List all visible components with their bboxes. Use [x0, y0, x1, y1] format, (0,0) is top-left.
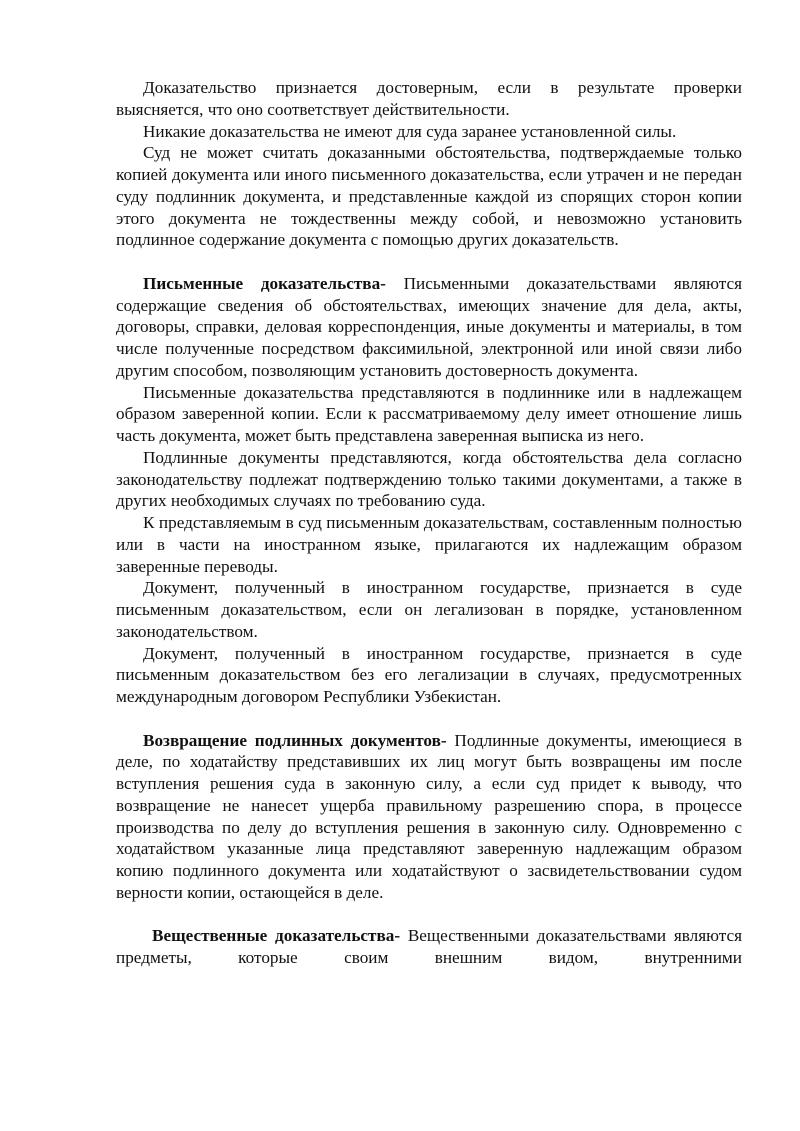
paragraph-reliability: Доказательство признается достоверным, если в результате проверки выясняется, что оно соответствует действительности.	[116, 78, 742, 119]
heading-material-evidence: Вещественные доказательства-	[152, 926, 401, 946]
spacer	[116, 251, 742, 273]
paragraph-foreign-legalized: Документ, полученный в иностранном государстве, признается в суде письменным доказательством, если он легализован в порядке, установленном законодательством.	[116, 578, 742, 641]
paragraph-written-original-or-copy: Письменные доказательства представляются в подлиннике или в надлежащем образом заверенной копии. Если к рассматриваемому делу имеет отношение лишь часть документа, может быть представлена заверенная выписка из него.	[116, 382, 742, 445]
paragraph-copy-only: Суд не может считать доказанными обстоятельства, подтверждаемые только копией документа или иного письменного доказательства, если утрачен и не передан суду подлинник документа, и представленные каждой из спорящих сторон копии этого документа не тождественны между собой, и невозможно установить подлинное содержание документа с помощью других доказательств.	[116, 143, 742, 250]
paragraph-written-evidence	[116, 273, 742, 382]
paragraph-foreign-language: К представляемым в суд письменным доказательствам, составленным полностью или в части на иностранном языке, прилагаются их надлежащим образом заверенные переводы.	[116, 513, 742, 576]
paragraph-return-documents	[116, 730, 742, 904]
return-documents-text: Подлинные документы, имеющиеся в деле, по ходатайству представивших их лиц могут быть возвращены им после вступления решения суда в законную силу, а если суд придет к выводу, что возвращение не нанесет ущерба правильному разрешению спора, в процессе производства по делу до вступления решения в законную силу. Одновременно с ходатайством указанные лица представляют заверенную надлежащим образом копию подлинного документа или ходатайствуют о засвидетельствовании судом верности копии, остающейся в деле.	[116, 730, 742, 902]
paragraph-original-documents: Подлинные документы представляются, когда обстоятельства дела согласно законодательству подлежат подтверждению только такими документами, а также в других необходимых случаях по требованию суда.	[116, 447, 742, 511]
spacer	[116, 708, 742, 730]
paragraph-foreign-without-legalization: Документ, полученный в иностранном государстве, признается в суде письменным доказательством без его легализации в случаях, предусмотренных международным договором Республики Узбекистан.	[116, 643, 742, 706]
written-evidence-lead: Письменными доказательствами являются содержащие сведения об обстоятельствах, имеющих значение для дела, акты, договоры, справки, деловая корреспонденция, иные документы и материалы, в том числе полученные посредством факсимильной, электронной или иной связи либо другим способом, позволяющим установить достоверность документа.	[116, 273, 742, 380]
paragraph-no-predetermined-force: Никакие доказательства не имеют для суда заранее установленной силы.	[143, 121, 677, 141]
document-page	[116, 77, 742, 969]
paragraph-material-evidence	[116, 925, 742, 969]
material-evidence-text: Вещественными доказательствами являются предметы, которые своим внешним видом, внутренними	[116, 926, 742, 967]
spacer	[116, 904, 742, 926]
heading-written-evidence: Письменные доказательства-	[143, 273, 386, 293]
heading-return-documents: Возвращение подлинных документов-	[143, 730, 447, 750]
